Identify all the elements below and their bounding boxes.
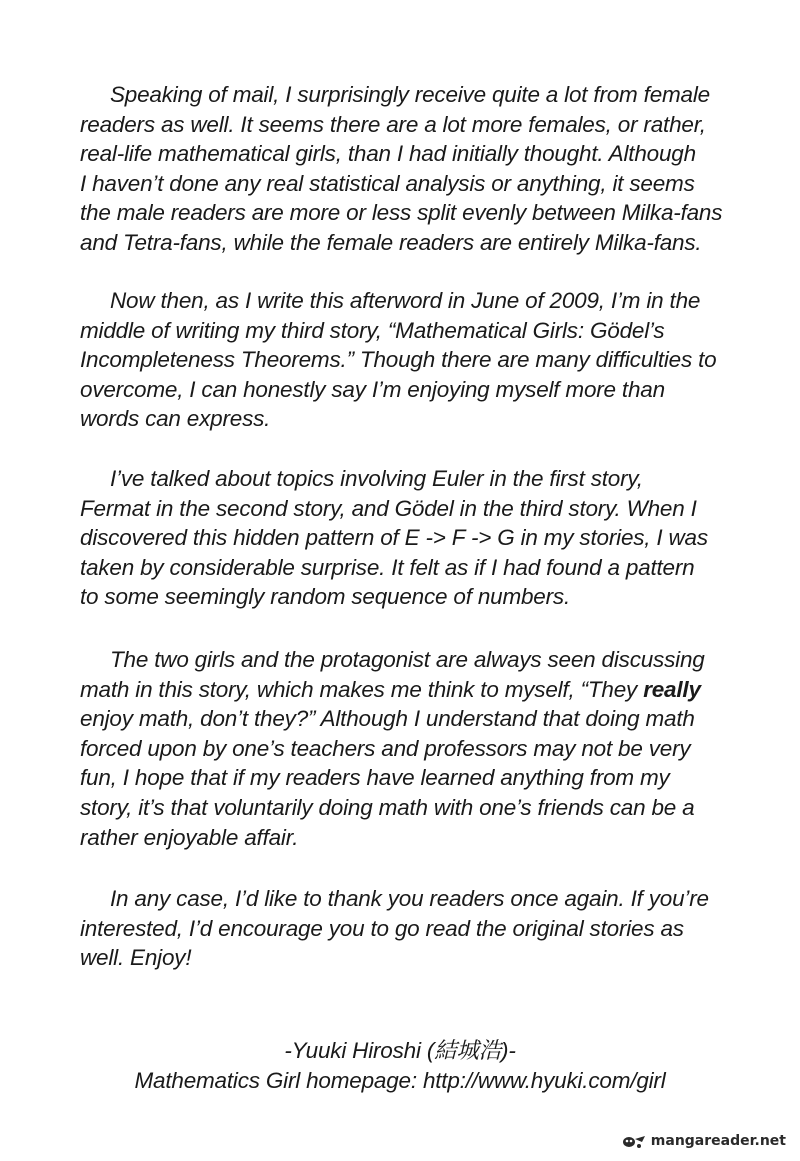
text-segment: math in this story, which makes me think to myself, “They xyxy=(80,676,638,702)
text-line: taken by considerable surprise. It felt as if I had found a pattern xyxy=(80,554,695,580)
text-line: readers as well. It seems there are a lot more females, or rather, xyxy=(80,111,706,137)
text-line: I haven’t done any real statistical analysis or anything, it seems xyxy=(80,170,695,196)
text-line: interested, I’d encourage you to go read the original stories as xyxy=(80,915,684,941)
text-line: the male readers are more or less split evenly between Milka-fans xyxy=(80,200,723,226)
text-line: story, it’s that voluntarily doing math with one’s friends can be a xyxy=(80,794,695,820)
text-line: overcome, I can honestly say I’m enjoying myself more than xyxy=(80,376,665,402)
author-signature: -Yuuki Hiroshi (結城浩)- xyxy=(284,1038,516,1063)
text-line: well. Enjoy! xyxy=(80,945,192,971)
homepage-line: Mathematics Girl homepage: http://www.hyuki.com/girl xyxy=(134,1068,666,1093)
text-line: real-life mathematical girls, than I had initially thought. Although xyxy=(80,141,696,167)
text-line: Speaking of mail, I surprisingly receive quite a lot from female xyxy=(110,82,710,107)
text-line: Now then, as I write this afterword in June of 2009, I’m in the xyxy=(110,288,701,313)
text-line: In any case, I’d like to thank you readers once again. If you’re xyxy=(110,886,709,911)
watermark-text: mangareader.net xyxy=(650,1133,786,1149)
text-line: middle of writing my third story, “Mathematical Girls: Gödel’s xyxy=(80,317,665,343)
text-line: words can express. xyxy=(80,406,271,432)
paragraph-1 xyxy=(80,80,748,258)
paragraph-2 xyxy=(80,286,748,434)
text-line: fun, I hope that if my readers have learned anything from my xyxy=(80,765,670,791)
mascot-logo-icon xyxy=(621,1133,647,1149)
text-line: Fermat in the second story, and Gödel in the third story. When I xyxy=(80,495,697,521)
emphasis-text: really xyxy=(643,676,701,702)
text-line: enjoy math, don’t they?” Although I understand that doing math xyxy=(80,706,695,732)
text-line: rather enjoyable affair. xyxy=(80,824,299,850)
text-line: and Tetra-fans, while the female readers are entirely Milka-fans. xyxy=(80,229,702,255)
text-line: discovered this hidden pattern of E -> F -> G in my stories, I was xyxy=(80,525,708,551)
watermark xyxy=(621,1133,786,1149)
paragraph-3 xyxy=(80,464,748,612)
text-line: I’ve talked about topics involving Euler in the first story, xyxy=(110,466,643,491)
text-line xyxy=(80,675,748,705)
text-line: to some seemingly random sequence of numbers. xyxy=(80,584,571,610)
text-line: Incompleteness Theorems.” Though there are many difficulties to xyxy=(80,347,717,373)
signature-block xyxy=(80,1036,720,1096)
paragraph-5 xyxy=(80,884,748,973)
text-line: forced upon by one’s teachers and professors may not be very xyxy=(80,735,691,761)
text-line: The two girls and the protagonist are always seen discussing xyxy=(110,647,705,672)
paragraph-4 xyxy=(80,645,748,852)
